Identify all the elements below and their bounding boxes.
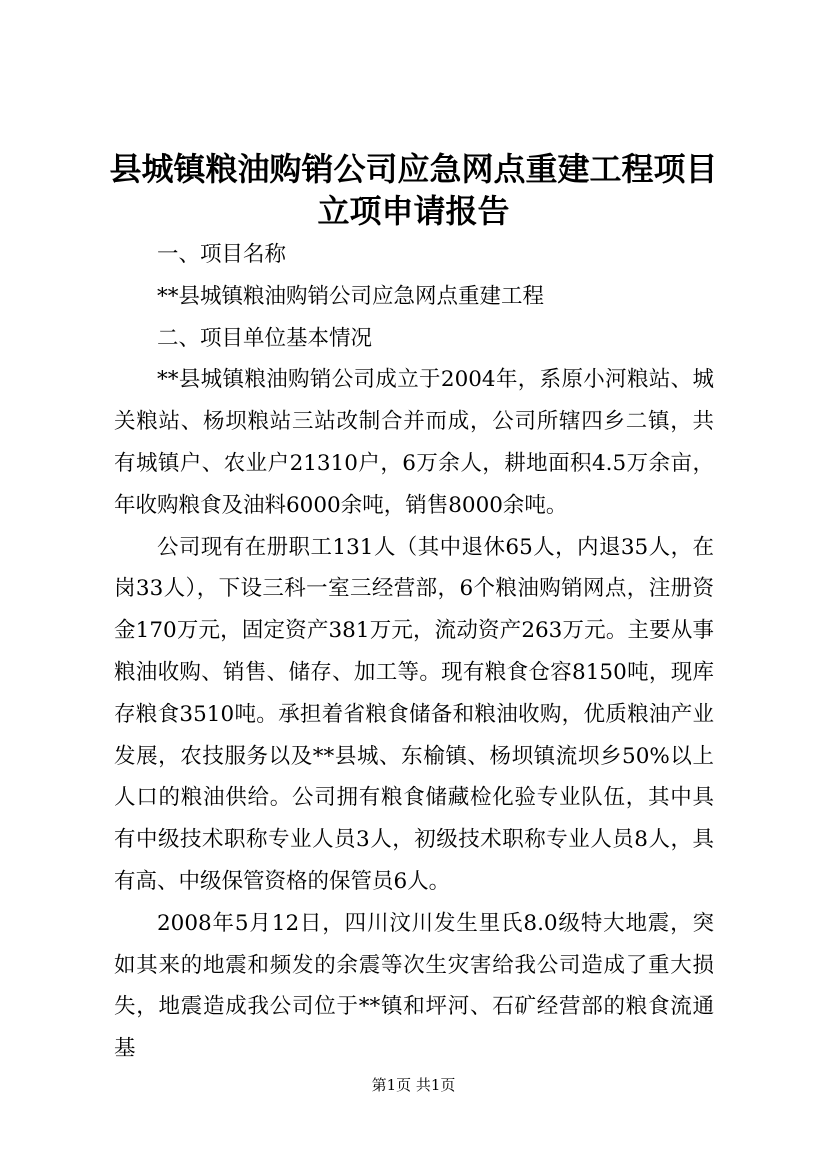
page-footer: 第1页 共1页: [371, 1076, 456, 1094]
section-heading-unit-info: 二、项目单位基本情况: [157, 325, 373, 351]
section-heading-project-name: 一、项目名称: [157, 242, 287, 267]
document-title: 县城镇粮油购销公司应急网点重建工程项目立项申请报告: [109, 150, 718, 230]
paragraph-company-staff: 公司现有在册职工131人（其中退休65人，内退35人，在岗33人），下设三科一室三经营部，6个粮油购销网点，注册资金170万元，固定资产381万元，流动资产263万元。主要从事粮油收购、销售、储存、加工等。现有粮食仓容8150吨，现库存粮食3510吨。承担着省粮食储备和粮油收购，优质粮油产业发展，农技服务以及**县城、东榆镇、杨坝镇流坝乡50%以上人口的粮油供给。公司拥有粮食储藏检化验专业队伍，其中具有中级技术职称专业人员3人，初级技术职称专业人员8人，具有高、中级保管资格的保管员6人。: [114, 534, 714, 894]
paragraph-company-founding: **县城镇粮油购销公司成立于2004年，系原小河粮站、城关粮站、杨坝粮站三站改制合并而成，公司所辖四乡二镇，共有城镇户、农业户21310户，6万余人，耕地面积4.5万余亩，年收购粮食及油料6000余吨，销售8000余吨。: [114, 367, 714, 518]
project-name-text: **县城镇粮油购销公司应急网点重建工程: [157, 283, 545, 309]
document-body: [114, 234, 714, 1070]
paragraph-earthquake: 2008年5月12日，四川汶川发生里氏8.0级特大地震，突如其来的地震和频发的余震等次生灾害给我公司造成了重大损失，地震造成我公司位于**镇和坪河、石矿经营部的粮食流通基: [114, 910, 714, 1062]
